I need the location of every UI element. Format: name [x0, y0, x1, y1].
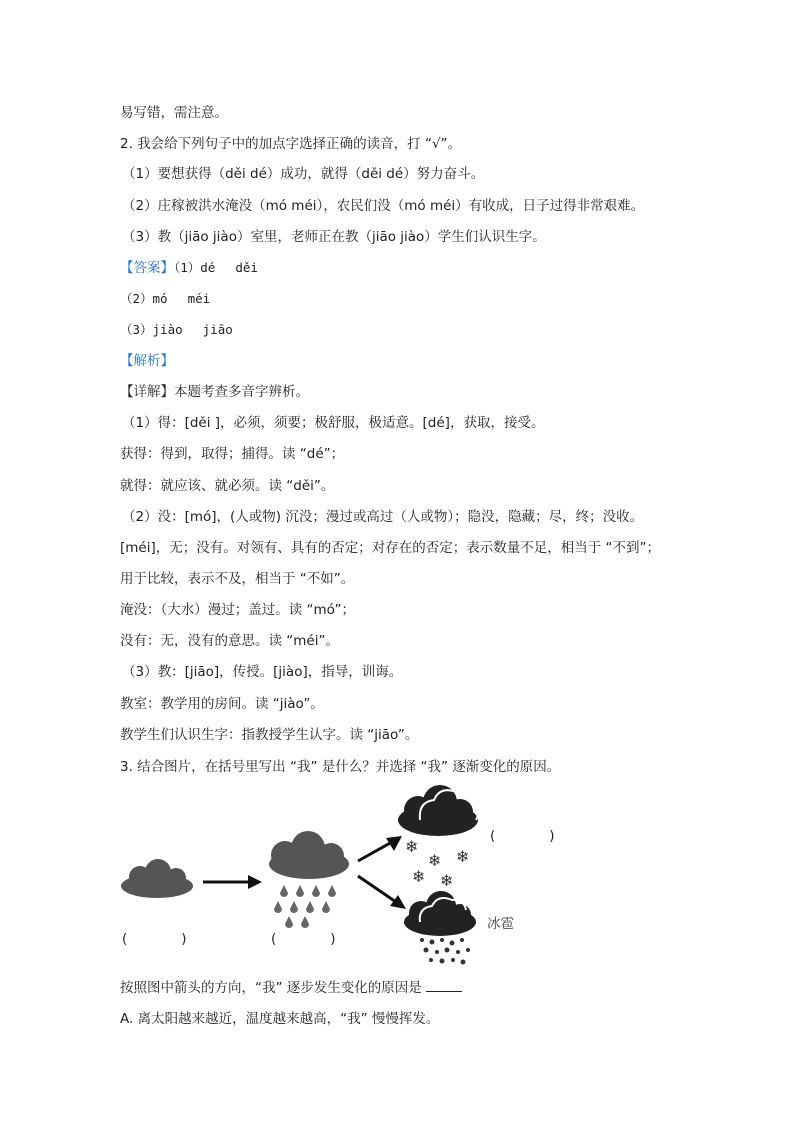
- analysis-line: 教室：教学用的房间。读 “jiào”。: [120, 696, 324, 712]
- option-a: A. 离太阳越来越近，温度越来越高，“我” 慢慢挥发。: [120, 1011, 440, 1027]
- rain-cloud-icon: [269, 831, 349, 879]
- prompt-text: 按照图中箭头的方向，“我” 逐步发生变化的原因是: [120, 980, 422, 996]
- cloud-icon: [121, 859, 193, 898]
- analysis-detail: 【详解】本题考查多音字辨析。: [120, 384, 309, 400]
- snowflakes-icon: [405, 837, 469, 890]
- analysis-line: （3）教：[jiāo]，传授。[jiào]，指导，训诲。: [122, 664, 403, 680]
- question-3-prompt: [120, 977, 462, 998]
- text-line: 易写错，需注意。: [120, 105, 228, 121]
- answer-2: （2）mó méi: [120, 291, 211, 306]
- answer-paren-rain: ( ): [271, 931, 336, 947]
- analysis-line: [méi]，无；没有。对领有、具有的否定；对存在的否定；表示数量不足，相当于 “不到”；: [120, 540, 661, 556]
- svg-text:❄: ❄: [412, 867, 426, 886]
- analysis-tag: 【解析】: [120, 353, 174, 369]
- svg-text:❄: ❄: [456, 847, 470, 866]
- question-2-item-1: （1）要想获得（děi dé）成功，就得（děi dé）努力奋斗。: [122, 166, 485, 182]
- svg-text:❄: ❄: [440, 871, 454, 890]
- question-2-item-2: （2）庄稼被洪水淹没（mó méi），农民们没（mó méi）有收成，日子过得非常艰难。: [122, 198, 645, 214]
- question-2-title: 2. 我会给下列句子中的加点字选择正确的读音，打 “√”。: [120, 136, 462, 152]
- question-3-title: 3. 结合图片，在括号里写出 “我” 是什么？并选择 “我” 逐渐变化的原因。: [120, 759, 561, 775]
- question-2-item-3: （3）教（jiāo jiào）室里，老师正在教（jiāo jiào）学生们认识生字。: [122, 229, 546, 245]
- answer-3: （3）jiào jiāo: [120, 322, 233, 337]
- analysis-line: （2）没：[mó]，(人或物) 沉没；漫过或高过（人或物）；隐没，隐藏；尽，终；没收。: [122, 509, 644, 525]
- answer-paren-cloud: ( ): [122, 931, 187, 947]
- snow-cloud-icon: [398, 785, 478, 836]
- analysis-line: （1）得：[děi ]，必须，须要；极舒服，极适意。[dé]，获取，接受。: [122, 415, 545, 431]
- answer-tag: 【答案】: [120, 260, 174, 276]
- hail-label: 冰雹: [487, 916, 514, 932]
- analysis-line: 获得：得到，取得；捕得。读 “dé”；: [120, 446, 345, 462]
- analysis-line: 用于比较，表示不及，相当于 “不如”。: [120, 571, 355, 587]
- answer-1: （1）dé děi: [174, 260, 258, 275]
- analysis-line: 淹没：（大水）漫过；盖过。读 “mó”；: [120, 602, 355, 618]
- svg-text:❄: ❄: [428, 851, 442, 870]
- analysis-line: 没有：无，没有的意思。读 “méi”。: [120, 633, 339, 649]
- hail-dots-icon: [420, 938, 470, 965]
- answer-blank[interactable]: [426, 977, 462, 992]
- raindrops-icon: [274, 885, 336, 928]
- hail-cloud-icon: [404, 891, 476, 936]
- arrow-up-icon: [358, 842, 392, 861]
- answer-paren-snow: ( ): [490, 828, 555, 844]
- analysis-line: 教学生们认识生字：指教授学生认字。读 “jiāo”。: [120, 727, 419, 743]
- arrow-down-icon: [358, 876, 396, 902]
- analysis-line: 就得：就应该、就必须。读 “děi”。: [120, 478, 335, 494]
- svg-text:❄: ❄: [405, 837, 419, 856]
